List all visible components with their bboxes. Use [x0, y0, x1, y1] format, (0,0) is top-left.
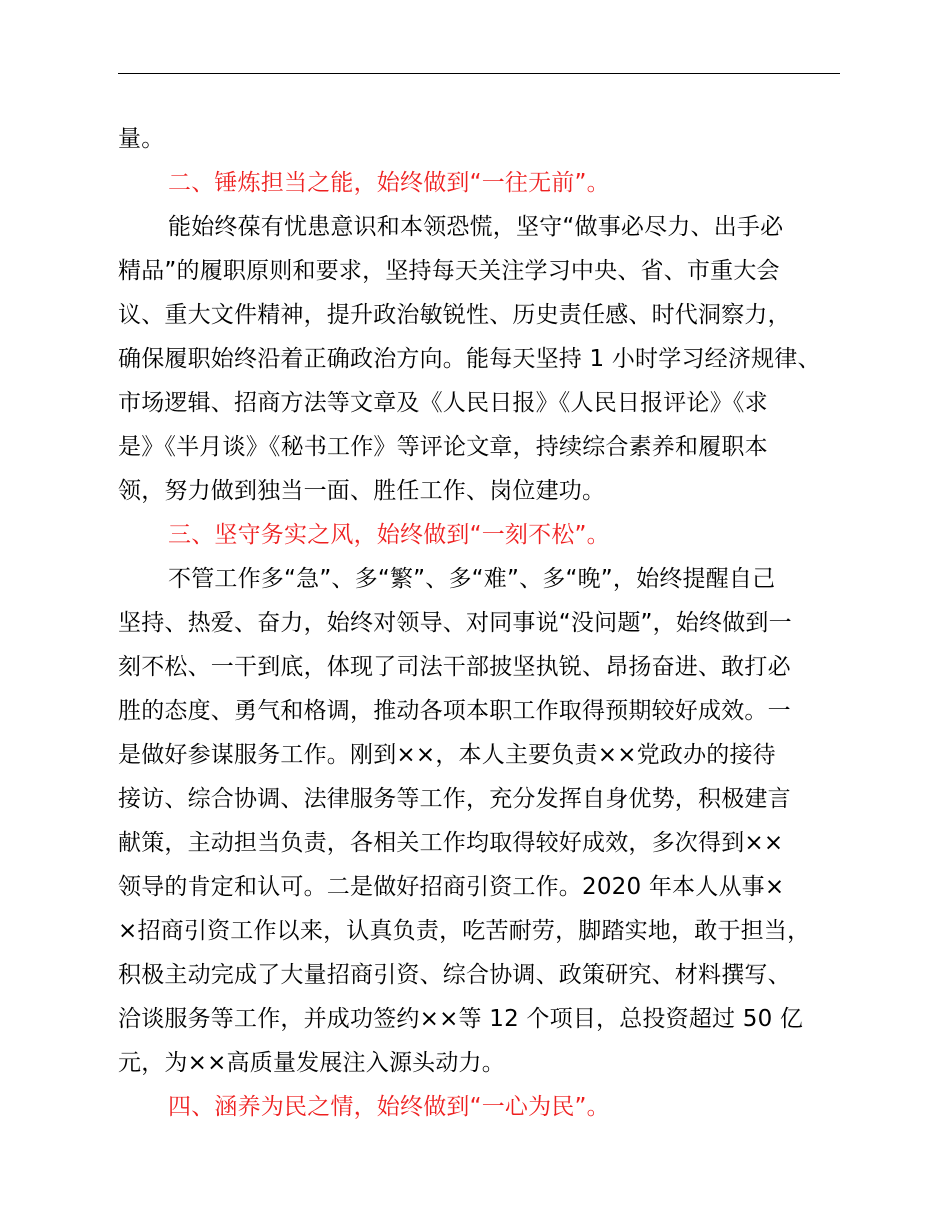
body-line: 领导的肯定和认可。二是做好招商引资工作。2020 年本人从事× [118, 874, 785, 900]
section-heading: 四、涵养为民之情，始终做到“一心为民”。 [168, 1094, 610, 1120]
body-line: 献策，主动担当负责，各相关工作均取得较好成效，多次得到×× [118, 830, 784, 856]
body-line: 议、重大文件精神，提升政治敏锐性、历史责任感、时代洞察力， [118, 302, 791, 328]
body-line: 元，为××高质量发展注入源头动力。 [118, 1050, 505, 1076]
body-line: 精品”的履职原则和要求，坚持每天关注学习中央、省、市重大会 [118, 258, 780, 284]
body-line: 确保履职始终沿着正确政治方向。能每天坚持 1 小时学习经济规律、 [118, 346, 821, 372]
paragraph-first-line: 不管工作多“急”、多“繁”、多“难”、多“晚”，始终提醒自己 [168, 566, 776, 592]
body-line: 市场逻辑、招商方法等文章及《人民日报》《人民日报评论》《求 [118, 390, 768, 416]
body-line: ×招商引资工作以来，认真负责，吃苦耐劳，脚踏实地，敢于担当， [118, 918, 811, 944]
body-line: 是做好参谋服务工作。刚到××，本人主要负责××党政办的接待 [118, 742, 776, 768]
body-line: 胜的态度、勇气和格调，推动各项本职工作取得预期较好成效。一 [118, 698, 791, 724]
body-line: 量。 [118, 126, 165, 152]
body-line: 接访、综合协调、法律服务等工作，充分发挥自身优势，积极建言 [118, 786, 791, 812]
body-line: 积极主动完成了大量招商引资、综合协调、政策研究、材料撰写、 [118, 962, 791, 988]
section-heading: 三、坚守务实之风，始终做到“一刻不松”。 [168, 522, 610, 548]
body-line: 领，努力做到独当一面、胜任工作、岗位建功。 [118, 478, 606, 504]
section-heading: 二、锤炼担当之能，始终做到“一往无前”。 [168, 170, 610, 196]
body-line: 是》《半月谈》《秘书工作》等评论文章，持续综合素养和履职本 [118, 434, 768, 460]
header-rule [118, 73, 840, 74]
body-line: 洽谈服务等工作，并成功签约××等 12 个项目，总投资超过 50 亿 [118, 1006, 804, 1032]
body-line: 坚持、热爱、奋力，始终对领导、对同事说“没问题”，始终做到一 [118, 610, 792, 636]
body-line: 刻不松、一干到底，体现了司法干部披坚执锐、昂扬奋进、敢打必 [118, 654, 791, 680]
paragraph-first-line: 能始终葆有忧患意识和本领恐慌，坚守“做事必尽力、出手必 [168, 214, 784, 240]
